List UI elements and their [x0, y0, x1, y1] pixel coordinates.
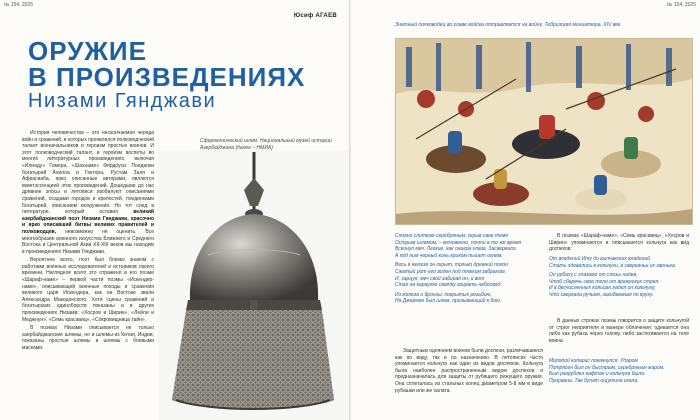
poem6-line4: Прорвана. Так булат ощутила скала. — [549, 377, 639, 384]
poem2-line2: Сжатый рот его виден под тяжким забралом. — [395, 268, 507, 275]
poem1-line4: А под ним черный конь криком пышет огнем. — [395, 252, 503, 259]
armor-paragraph — [395, 348, 543, 396]
helmet-aventail — [172, 310, 334, 409]
poem6-line1: Молодой кипарис покачнулся. Ударом — [549, 358, 638, 364]
article-title-line2: В ПРОИЗВЕДЕНИЯХ — [28, 62, 306, 92]
tabriz-miniature — [395, 38, 693, 225]
poem6-line3: Был разрублен кафтан и кольчуга была — [549, 371, 644, 378]
left-page — [0, 0, 349, 420]
chainmail-intro-text: В поэмах «Шараф-наме», «Семь красавиц», «Хосров и Ширин» упоминаются и описываются кольчуга как вид доспехов: — [549, 233, 689, 253]
poem5-line2: Чтоб сберечь свое тело от вражеских стрел. — [549, 278, 660, 285]
poem5-line1: Он рубаху с глазами от слезы надев, — [549, 272, 638, 279]
poem1-line1: Словно слитком серебряным, скрыв свое темя — [395, 233, 508, 239]
chainmail-intro — [549, 233, 689, 255]
article-title-line1: ОРУЖИЕ — [28, 36, 147, 66]
poem3-line1: Из железа и бронзы, покрытых резьбою, — [395, 291, 492, 298]
poem1-line2: Острым шлемом, – мгновенно, почти в то же время — [395, 239, 522, 246]
col1-paragraph2: Вероятнее всего, поэт был близко знаком с работами военных исследователей и историков своего времени. Наглядное всего это отражено в его поэме «Шараф-наме» – первой части поэмы «Искендер-наме», описывающей военные походы и сражения великого царя Искендера, как на Востоке звали Александра Македонского. Хотя сцены сражений и богатырских единоборств показаны и в других произведениях Низами: «Хосров и Ширин», «Лейли и Меджнун», «Семь красавиц», «Сокровищница тайн». — [22, 257, 154, 323]
issue-number-right: № 154, 2025 — [667, 2, 696, 8]
chainmail-explanation-text: В данных строках поэмы говорится о защите кольчугой от стрел неприятеля и манере облачения: одевается она либо как рубаха через голову, либо застегивается на теле воина. — [549, 318, 689, 344]
poem2-line3: И, гарцуя, меч свой забирая он, и вот — [395, 275, 485, 282]
poem5-line4: Что сверкала ручьем, загибаемым по кругу. — [549, 291, 654, 298]
poem-block-1 — [395, 233, 543, 308]
col1-paragraph1: История человечества – это нескончаемая череда войн и сражений, в которых проявлялся полководческий талант военачальников и героизм простых воинов. И этот полководческий талант, и героизм воспеты во многих литературных произведениях, включая «Илиаду» Гомера, «Шахнаме» Фирдоуси. Поединки богатырей Ахилла и Гектора, Рустам Заля и Афрасиаба, ярко описанные авторами, являются квинтэссенцией этих произведений. Дошедшие до нас древние эпосы и летописи изобилуют описаниями сражений, осадами городов и крепостей, поединками богатырей, описанием вооружения. Но тот след в литературе, который оставил — [22, 130, 154, 216]
poem2-line1: Весь в железе он скрыт, только древний полон — [395, 262, 508, 269]
article-subtitle: Низами Гянджави — [28, 90, 217, 112]
author-name: Юсиф АГАЕВ — [293, 13, 337, 19]
miniature-caption: Знатный полководец во главе войска отправляется на войну. Тебризская миниатюра, XIV век — [395, 22, 621, 28]
poem4-line1: От владений Иту до кыпчакских владений — [549, 256, 651, 262]
poem2-line4: Стал на караулке сватку взирать небосвод. — [395, 282, 502, 289]
issue-number-left: № 154, 2025 — [4, 2, 33, 8]
chainmail-explanation — [549, 318, 689, 346]
helmet-caption: Сфероконический шлем. Национальный музей истории Азербайджана (далее – НМИА) — [200, 138, 332, 151]
poem6-line2: Потрясен был он быстрым, серебряным жаром. — [549, 364, 665, 371]
poem1-line3: Вскинул меч. Легкие, как онагра глаза, Засверкало. — [395, 246, 517, 253]
article-column-left — [22, 130, 154, 354]
armor-text: Защитным одеянием воинов были доспехи, различавшиеся как по виду, так и по назначению. В летописях часто упоминается кольчуга как один из видов доспехов. Кольчуга была наиболее распространенным видом доспехов и предназначалась для защиты от рубящего режущего оружия. Она сплеталась из стальных колец диаметром 5-8 мм в виде рубашки или же халата. — [395, 348, 543, 394]
poem3-line2: На Джереме был шлем, призывающий к бою. — [395, 298, 502, 305]
poem-block-3 — [549, 358, 691, 387]
col1-paragraph1-tail: невозможно не оценить. Все многообразие военного искусства Ближнего и Среднего Востока и Центральной Азии XII-XIII веков мы находим в произведениях Низами Гянджави. — [22, 228, 154, 255]
helmet-photo — [158, 150, 348, 420]
poem-block-2 — [549, 256, 691, 302]
col1-bold-statement: великий азербайджанский поэт Низами Гянджави, красочно и ярко описавший битвы великих правителей и полководцев, — [22, 209, 154, 235]
col1-paragraph3: В поэмах Низами описывается не только азербайджанские шлемы, но и шлемы из Китая, Индии, показаны простые шлемы и шлемы с боевыми масками. — [22, 325, 154, 351]
poem5-line3: И в бесчисленных кольцах надел он кольчугу, — [549, 285, 656, 292]
right-page — [351, 0, 700, 420]
poem4-line2: Стать одевались в кольчуги, в сверканьи их звеньев. — [549, 262, 677, 269]
